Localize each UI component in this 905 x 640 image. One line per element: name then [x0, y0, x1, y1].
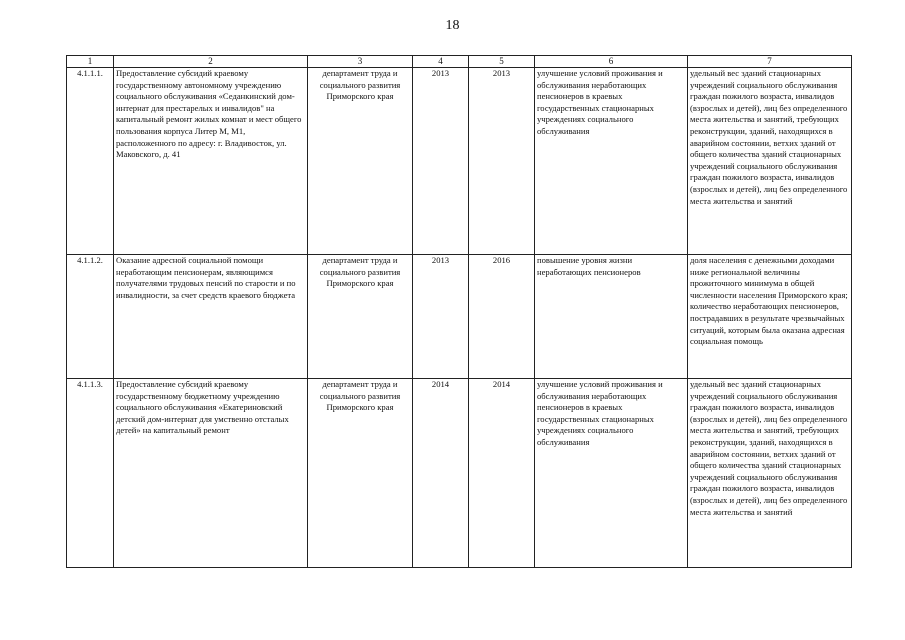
- end-year: 2016: [469, 255, 535, 379]
- start-year: 2013: [413, 255, 469, 379]
- responsible-department: департамент труда и социального развития Приморского края: [308, 255, 413, 379]
- end-year: 2013: [469, 68, 535, 255]
- end-year: 2014: [469, 379, 535, 568]
- page-number: 18: [445, 18, 460, 33]
- target-indicator: удельный вес зданий стационарных учреждений социального обслуживания граждан пожилого возраста, инвалидов (взрослых и детей), лиц без определенного места жительства и занятий, требующих реконструкции, зданий, находящихся в аварийном состоянии, ветхих зданий от общего количества зданий стационарных учреждений социального обслуживания граждан пожилого возраста, инвалидов (взрослых и детей), лиц без определенного места жительства и занятий: [688, 379, 852, 568]
- row-number: 4.1.1.2.: [67, 255, 114, 379]
- responsible-department: департамент труда и социального развития Приморского края: [308, 379, 413, 568]
- start-year: 2013: [413, 68, 469, 255]
- action-name: Предоставление субсидий краевому государственному бюджетному учреждению социального обслуживания «Екатериновский детский дом-интернат для умственно отсталых детей» на капитальный ремонт: [114, 379, 308, 568]
- row-number: 4.1.1.1.: [67, 68, 114, 255]
- header-cell: 7: [688, 56, 852, 68]
- expected-result: улучшение условий проживания и обслуживания неработающих пенсионеров в краевых государственных стационарных учреждениях социального обслуживания: [535, 379, 688, 568]
- start-year: 2014: [413, 379, 469, 568]
- responsible-department: департамент труда и социального развития Приморского края: [308, 68, 413, 255]
- expected-result: улучшение условий проживания и обслуживания неработающих пенсионеров в краевых государственных стационарных учреждениях социального обслуживания: [535, 68, 688, 255]
- target-indicator: удельный вес зданий стационарных учреждений социального обслуживания граждан пожилого возраста, инвалидов (взрослых и детей), лиц без определенного места жительства и занятий, требующих реконструкции, зданий, находящихся в аварийном состоянии, ветхих зданий от общего количества зданий стационарных учреждений социального обслуживания граждан пожилого возраста, инвалидов (взрослых и детей), лиц без определенного места жительства и занятий: [688, 68, 852, 255]
- row-number: 4.1.1.3.: [67, 379, 114, 568]
- header-cell: 2: [114, 56, 308, 68]
- table-row: [67, 68, 852, 255]
- table-row: [67, 379, 852, 568]
- target-indicator: доля населения с денежными доходами ниже региональной величины прожиточного минимума в общей численности населения Приморского края; количество неработающих пенсионеров, пострадавших в результате чрезвычайных ситуаций, которым была оказана адресная социальная помощь: [688, 255, 852, 379]
- table-row: [67, 255, 852, 379]
- action-name: Оказание адресной социальной помощи неработающим пенсионерам, являющимся получателями трудовых пенсий по старости и по инвалидности, за счет средств краевого бюджета: [114, 255, 308, 379]
- expected-result: повышение уровня жизни неработающих пенсионеров: [535, 255, 688, 379]
- header-cell: 4: [413, 56, 469, 68]
- header-cell: 1: [67, 56, 114, 68]
- header-cell: 3: [308, 56, 413, 68]
- header-cell: 5: [469, 56, 535, 68]
- column-number-header: [67, 56, 852, 68]
- action-name: Предоставление субсидий краевому государственному автономному учреждению социального обслуживания «Седанкинский дом-интернат для престарелых и инвалидов" на капитальный ремонт жилых комнат и мест общего пользования корпуса Литер М, М1, расположенного по адресу: г. Владивосток, ул. Маковского, д. 41: [114, 68, 308, 255]
- program-activities-table: [66, 55, 852, 568]
- header-cell: 6: [535, 56, 688, 68]
